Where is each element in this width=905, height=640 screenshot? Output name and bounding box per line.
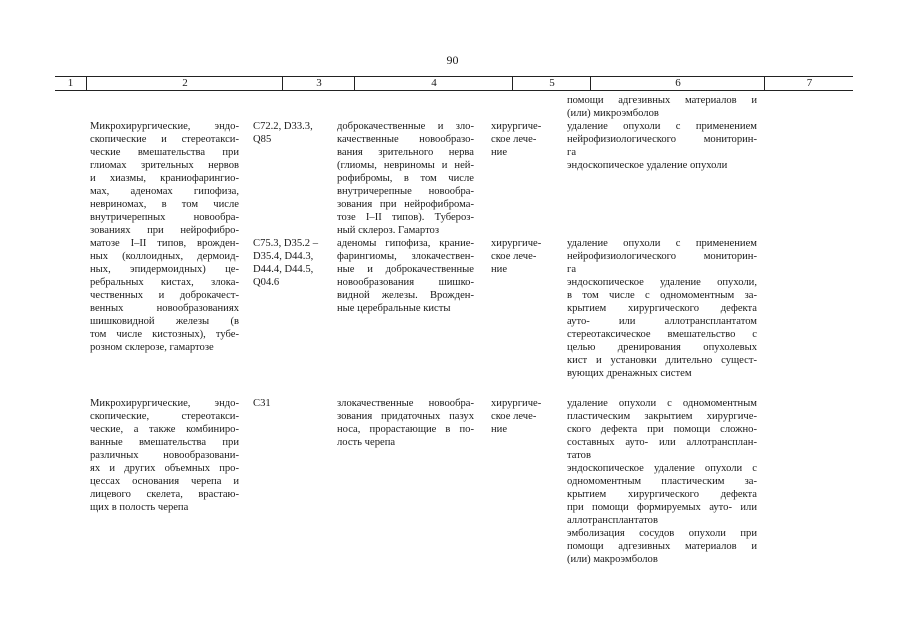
cell-text-line: ных (коллоидных, дермоид- <box>90 251 239 262</box>
cell-text-line: Q85 <box>253 134 272 145</box>
cell-text-line: удаление опухоли с применением <box>567 121 757 132</box>
cell-text-line: фарингиомы, злокачествен- <box>337 251 474 262</box>
cell-text-line: носа, прорастающие в по- <box>337 424 474 435</box>
cell-text-line: ское лече- <box>491 251 537 262</box>
cell-text-line: Микрохирургические, эндо- <box>90 121 239 132</box>
cell-text-line: га <box>567 264 577 275</box>
cell-text-line: C75.3, D35.2 – <box>253 238 319 249</box>
cell-text-line: (глиомы, невриномы и ней- <box>337 160 474 171</box>
cell-text-line: новообразования шишко- <box>337 277 474 288</box>
cell-text-line: ный склероз. Гамартоз <box>337 225 440 236</box>
cell-text-line: зования придаточных пазух <box>337 411 474 422</box>
cell-text-line: тозе I–II типов). Тубероз- <box>337 212 474 223</box>
cell-text-line: различных новообразовани- <box>90 450 239 461</box>
cell-text-line: чественных и доброкачест- <box>90 290 239 301</box>
column-header-1: 1 <box>67 77 74 89</box>
cell-text-line: внутричерепных новообра- <box>90 212 239 223</box>
cell-text-line: аллотрансплантатов <box>567 515 658 526</box>
cell-text-line: пластическим закрытием хирургиче- <box>567 411 757 422</box>
cell-text-line: мах, аденомах гипофиза, <box>90 186 239 197</box>
cell-text-line: крытием хирургического дефекта <box>567 303 757 314</box>
column-header-2: 2 <box>86 77 283 90</box>
cell-text-line: ребральных кистах, злока- <box>90 277 239 288</box>
cell-text-line: стереотаксическое вмешательство с <box>567 329 757 340</box>
cell-text-line: при помощи формируемых ауто- или <box>567 502 757 513</box>
cell-text-line: C72.2, D33.3, <box>253 121 313 132</box>
cell-text-line: целью дренирования опухолевых <box>567 342 757 353</box>
cell-text-line: ское лече- <box>491 134 537 145</box>
cell-text-line: и хиазмы, краниофарингио- <box>90 173 239 184</box>
cell-text-line: одномоментным пластическим за- <box>567 476 757 487</box>
column-header-4: 4 <box>354 77 513 90</box>
cell-text-line: качественные новообразо- <box>337 134 474 145</box>
cell-text-line: ние <box>491 264 508 275</box>
cell-text-line: ванные вмешательства при <box>90 437 239 448</box>
cell-text-line: лицевого скелета, врастаю- <box>90 489 239 500</box>
cell-text-line: внутричерепные новообра- <box>337 186 474 197</box>
cell-text-line: га <box>567 147 577 158</box>
cell-text-line: ных, эпидермоидных) це- <box>90 264 239 275</box>
cell-text-line: составных ауто- или аллотрансплан- <box>567 437 757 448</box>
cell-text-line: рофибромы, в том числе <box>337 173 474 184</box>
cell-text-line: ское лече- <box>491 411 537 422</box>
cell-text-line: нейрофизиологического мониторин- <box>567 134 757 145</box>
cell-text-line: аденомы гипофиза, крание- <box>337 238 474 249</box>
cell-text-line: ях и других объемных про- <box>90 463 239 474</box>
column-header-3: 3 <box>282 77 355 90</box>
cell-text-line: злокачественные новообра- <box>337 398 474 409</box>
cell-text-line: доброкачественные и зло- <box>337 121 474 132</box>
cell-text-line: скопические и стереотакси- <box>90 134 239 145</box>
cell-text-line: удаление опухоли с одномоментным <box>567 398 757 409</box>
cell-text-line: кист и установки длительно сущест- <box>567 355 757 366</box>
cell-text-line: Q04.6 <box>253 277 280 288</box>
column-header-7: 7 <box>764 77 854 90</box>
column-header-5: 5 <box>512 77 591 90</box>
cell-text-line: хирургиче- <box>491 398 542 409</box>
cell-text-line: вания зрительного нерва <box>337 147 474 158</box>
cell-text-line: помощи адгезивных материалов и <box>567 95 757 106</box>
cell-text-line: D35.4, D44.3, <box>253 251 314 262</box>
cell-text-line: хирургиче- <box>491 238 542 249</box>
cell-text-line: ауто- или аллотрансплантатом <box>567 316 757 327</box>
column-header-6: 6 <box>590 77 765 90</box>
page-number: 90 <box>446 53 459 67</box>
cell-text-line: цессах основания черепа и <box>90 476 239 487</box>
cell-text-line: D44.4, D44.5, <box>253 264 314 275</box>
cell-text-line: том числе кистозных), тубе- <box>90 329 239 340</box>
cell-text-line: ные и доброкачественные <box>337 264 474 275</box>
cell-text-line: крытием хирургического дефекта <box>567 489 757 500</box>
cell-text-line: розном склерозе, гамартозе <box>90 342 214 353</box>
cell-text-line: эндоскопическое удаление опухоли с <box>567 463 757 474</box>
cell-text-line: помощи адгезивных материалов и <box>567 541 757 552</box>
cell-text-line: нейрофизиологического мониторин- <box>567 251 757 262</box>
cell-text-line: в том числе с одномоментным за- <box>567 290 757 301</box>
cell-text-line: зованиях при нейрофибро- <box>90 225 239 236</box>
cell-text-line: (или) макроэмболов <box>567 554 658 565</box>
cell-text-line: эмболизация сосудов опухоли при <box>567 528 757 539</box>
cell-text-line: венных новообразованиях <box>90 303 239 314</box>
cell-text-line: татов <box>567 450 591 461</box>
cell-text-line: скопические, стереотакси- <box>90 411 239 422</box>
cell-text-line: эндоскопическое удаление опухоли, <box>567 277 757 288</box>
cell-text-line: шишковидной железы (в <box>90 316 239 327</box>
cell-text-line: C31 <box>253 398 271 409</box>
cell-text-line: щих в полость черепа <box>90 502 189 513</box>
cell-text-line: ческие, а также комбиниро- <box>90 424 239 435</box>
cell-text-line: лость черепа <box>337 437 396 448</box>
cell-text-line: эндоскопическое удаление опухоли <box>567 160 728 171</box>
cell-text-line: Микрохирургические, эндо- <box>90 398 239 409</box>
cell-text-line: глиомах зрительных нервов <box>90 160 239 171</box>
cell-text-line: невриномах, в том числе <box>90 199 239 210</box>
cell-text-line: ние <box>491 147 508 158</box>
cell-text-line: хирургиче- <box>491 121 542 132</box>
cell-text-line: видной железы. Врожден- <box>337 290 474 301</box>
cell-text-line: ческие вмешательства при <box>90 147 239 158</box>
cell-text-line: ные церебральные кисты <box>337 303 451 314</box>
cell-text-line: вующих дренажных систем <box>567 368 692 379</box>
cell-text-line: (или) микроэмболов <box>567 108 659 119</box>
cell-text-line: зования при нейрофиброма- <box>337 199 474 210</box>
cell-text-line: ского дефекта при помощи сложно- <box>567 424 757 435</box>
cell-text-line: удаление опухоли с применением <box>567 238 757 249</box>
cell-text-line: ние <box>491 424 508 435</box>
cell-text-line: матозе I–II типов, врожден- <box>90 238 239 249</box>
table-header <box>55 76 853 91</box>
